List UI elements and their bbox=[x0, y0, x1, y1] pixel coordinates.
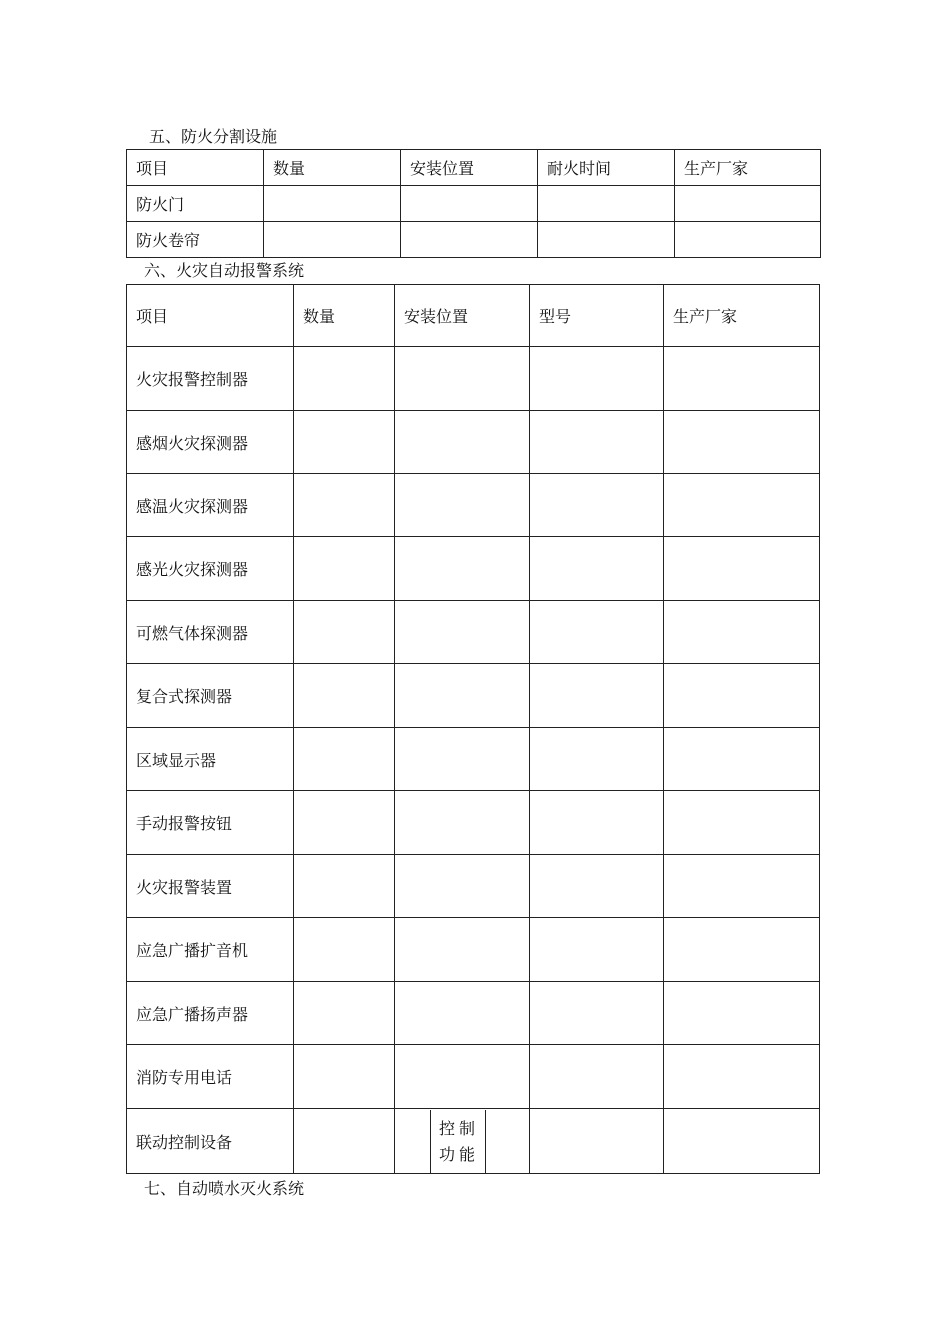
header-fire-rating: 耐火时间 bbox=[538, 150, 675, 186]
section5-title: 五、防火分割设施 bbox=[149, 127, 278, 146]
location-cell[interactable] bbox=[395, 855, 530, 918]
location-cell[interactable] bbox=[395, 791, 530, 855]
table-row bbox=[127, 791, 820, 855]
manufacturer-cell[interactable] bbox=[664, 601, 820, 664]
model-cell[interactable] bbox=[530, 791, 664, 855]
location-cell[interactable] bbox=[395, 918, 530, 982]
model-cell[interactable] bbox=[530, 918, 664, 982]
row-label: 感烟火灾探测器 bbox=[127, 411, 294, 474]
manufacturer-cell[interactable] bbox=[664, 855, 820, 918]
table-row bbox=[127, 347, 820, 411]
location-cell[interactable] bbox=[401, 186, 538, 222]
model-cell[interactable] bbox=[530, 411, 664, 474]
table-row bbox=[127, 601, 820, 664]
quantity-cell[interactable] bbox=[294, 1109, 395, 1174]
manufacturer-cell[interactable] bbox=[664, 347, 820, 411]
table-row bbox=[127, 222, 821, 258]
location-cell[interactable] bbox=[395, 347, 530, 411]
row-label: 火灾报警控制器 bbox=[127, 347, 294, 411]
quantity-cell[interactable] bbox=[294, 601, 395, 664]
location-cell[interactable] bbox=[395, 1045, 530, 1109]
location-cell[interactable] bbox=[395, 664, 530, 728]
manufacturer-cell[interactable] bbox=[664, 474, 820, 537]
row-label: 消防专用电话 bbox=[127, 1045, 294, 1109]
fire-alarm-table bbox=[126, 284, 820, 1174]
quantity-cell[interactable] bbox=[294, 347, 395, 411]
table-row bbox=[127, 982, 820, 1045]
quantity-cell[interactable] bbox=[294, 474, 395, 537]
quantity-cell[interactable] bbox=[294, 982, 395, 1045]
table-row bbox=[127, 855, 820, 918]
quantity-cell[interactable] bbox=[294, 411, 395, 474]
manufacturer-cell[interactable] bbox=[664, 411, 820, 474]
quantity-cell[interactable] bbox=[264, 222, 401, 258]
model-cell[interactable] bbox=[530, 1109, 664, 1174]
row-label: 感光火灾探测器 bbox=[127, 537, 294, 601]
manufacturer-cell[interactable] bbox=[664, 664, 820, 728]
header-item: 项目 bbox=[127, 285, 294, 347]
header-manufacturer: 生产厂家 bbox=[664, 285, 820, 347]
row-label: 应急广播扩音机 bbox=[127, 918, 294, 982]
location-cell[interactable] bbox=[395, 537, 530, 601]
header-location: 安装位置 bbox=[395, 285, 530, 347]
location-cell[interactable] bbox=[395, 728, 530, 791]
quantity-cell[interactable] bbox=[294, 855, 395, 918]
row-label: 应急广播扬声器 bbox=[127, 982, 294, 1045]
model-cell[interactable] bbox=[530, 347, 664, 411]
table-row bbox=[127, 918, 820, 982]
location-split-cell bbox=[395, 1109, 530, 1174]
manufacturer-cell[interactable] bbox=[664, 791, 820, 855]
location-cell[interactable] bbox=[395, 411, 530, 474]
header-location: 安装位置 bbox=[401, 150, 538, 186]
location-cell[interactable] bbox=[395, 601, 530, 664]
header-model: 型号 bbox=[530, 285, 664, 347]
quantity-cell[interactable] bbox=[294, 728, 395, 791]
table-row bbox=[127, 474, 820, 537]
quantity-cell[interactable] bbox=[294, 791, 395, 855]
row-label: 防火门 bbox=[127, 186, 264, 222]
quantity-cell[interactable] bbox=[294, 918, 395, 982]
model-cell[interactable] bbox=[530, 982, 664, 1045]
header-quantity: 数量 bbox=[264, 150, 401, 186]
fire-rating-cell[interactable] bbox=[538, 186, 675, 222]
row-label: 感温火灾探测器 bbox=[127, 474, 294, 537]
location-subcell-left[interactable] bbox=[395, 1110, 430, 1173]
table-row bbox=[127, 664, 820, 728]
manufacturer-cell[interactable] bbox=[664, 1045, 820, 1109]
location-split bbox=[395, 1110, 529, 1173]
quantity-cell[interactable] bbox=[294, 537, 395, 601]
model-cell[interactable] bbox=[530, 1045, 664, 1109]
model-cell[interactable] bbox=[530, 601, 664, 664]
row-label: 防火卷帘 bbox=[127, 222, 264, 258]
manufacturer-cell[interactable] bbox=[664, 728, 820, 791]
manufacturer-cell[interactable] bbox=[675, 222, 821, 258]
header-quantity: 数量 bbox=[294, 285, 395, 347]
table-row bbox=[127, 411, 820, 474]
location-subcell-right[interactable] bbox=[486, 1110, 529, 1173]
table-row bbox=[127, 186, 821, 222]
manufacturer-cell[interactable] bbox=[664, 982, 820, 1045]
location-cell[interactable] bbox=[395, 982, 530, 1045]
manufacturer-cell[interactable] bbox=[664, 537, 820, 601]
header-item: 项目 bbox=[127, 150, 264, 186]
model-cell[interactable] bbox=[530, 728, 664, 791]
table-header-row bbox=[127, 150, 821, 186]
location-cell[interactable] bbox=[401, 222, 538, 258]
model-cell[interactable] bbox=[530, 537, 664, 601]
header-manufacturer: 生产厂家 bbox=[675, 150, 821, 186]
row-label: 可燃气体探测器 bbox=[127, 601, 294, 664]
control-function-label: 控制功能 bbox=[430, 1110, 486, 1173]
quantity-cell[interactable] bbox=[294, 1045, 395, 1109]
row-label: 区域显示器 bbox=[127, 728, 294, 791]
location-cell[interactable] bbox=[395, 474, 530, 537]
quantity-cell[interactable] bbox=[294, 664, 395, 728]
manufacturer-cell[interactable] bbox=[675, 186, 821, 222]
model-cell[interactable] bbox=[530, 664, 664, 728]
row-label: 联动控制设备 bbox=[127, 1109, 294, 1174]
manufacturer-cell[interactable] bbox=[664, 1109, 820, 1174]
row-label: 复合式探测器 bbox=[127, 664, 294, 728]
fire-rating-cell[interactable] bbox=[538, 222, 675, 258]
table-header-row bbox=[127, 285, 820, 347]
row-label: 手动报警按钮 bbox=[127, 791, 294, 855]
quantity-cell[interactable] bbox=[264, 186, 401, 222]
section6-title: 六、火灾自动报警系统 bbox=[144, 261, 305, 280]
section7-title: 七、自动喷水灭火系统 bbox=[144, 1179, 305, 1198]
row-label: 火灾报警装置 bbox=[127, 855, 294, 918]
table-row bbox=[127, 728, 820, 791]
fire-separation-table bbox=[126, 149, 821, 258]
manufacturer-cell[interactable] bbox=[664, 918, 820, 982]
table-row bbox=[127, 1045, 820, 1109]
table-row bbox=[127, 1109, 820, 1174]
table-row bbox=[127, 537, 820, 601]
model-cell[interactable] bbox=[530, 474, 664, 537]
model-cell[interactable] bbox=[530, 855, 664, 918]
